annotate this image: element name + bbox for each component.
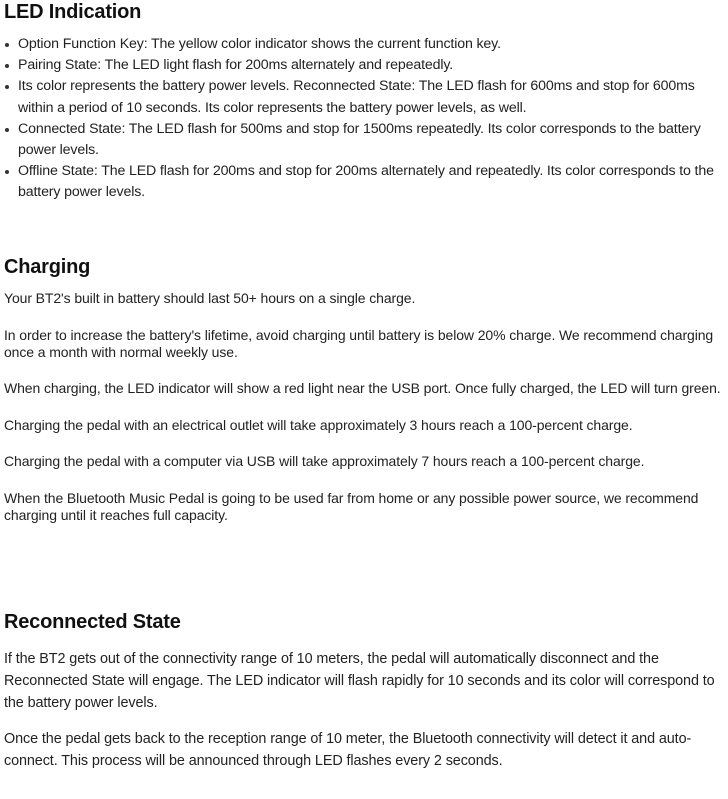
list-item: Pairing State: The LED light flash for 200ms alternately and repeatedly. <box>4 55 726 76</box>
led-state-list <box>4 34 726 204</box>
paragraph: Charging the pedal with a computer via USB will take approximately 7 hours reach a 100-percent charge. <box>4 453 645 469</box>
led-indication-section <box>4 0 726 204</box>
charging-body <box>4 290 726 524</box>
paragraph: Charging the pedal with an electrical outlet will take approximately 3 hours reach a 100-percent charge. <box>4 416 633 433</box>
list-item: Connected State: The LED flash for 500ms and stop for 1500ms repeatedly. Its color corresponds to the battery power levels. <box>4 119 726 161</box>
led-indication-heading: LED Indication <box>4 1 142 23</box>
paragraph: In order to increase the battery's lifetime, avoid charging until battery is below 20% charge. We recommend charging once a month with normal weekly use. <box>4 326 714 360</box>
charging-section <box>4 255 726 524</box>
list-item: Option Function Key: The yellow color indicator shows the current function key. <box>4 34 726 55</box>
paragraph: When charging, the LED indicator will show a red light near the USB port. Once fully charged, the LED will turn green. <box>4 380 721 396</box>
paragraph: Your BT2's built in battery should last 50+ hours on a single charge. <box>4 290 416 306</box>
list-item: Offline State: The LED flash for 200ms and stop for 200ms alternately and repeatedly. Its color corresponds to the battery power levels. <box>4 161 726 203</box>
reconnected-state-heading: Reconnected State <box>4 611 181 633</box>
list-item: Its color represents the battery power levels. Reconnected State: The LED flash for 600ms and stop for 600ms within a period of 10 seconds. Its color represents the battery power levels, as well. <box>4 76 726 118</box>
charging-heading: Charging <box>4 256 91 278</box>
paragraph: When the Bluetooth Music Pedal is going to be used far from home or any possible power source, we recommend charging until it reaches full capacity. <box>4 489 699 523</box>
reconnected-state-section <box>4 610 726 772</box>
reconnected-body <box>4 648 726 772</box>
paragraph: Once the pedal gets back to the reception range of 10 meter, the Bluetooth connectivity will detect it and auto-connect. This process will be announced through LED flashes every 2 seconds. <box>4 731 692 769</box>
paragraph: If the BT2 gets out of the connectivity range of 10 meters, the pedal will automatically disconnect and the Reconnected State will engage. The LED indicator will flash rapidly for 10 seconds and its color will correspond to the battery power levels. <box>4 651 715 711</box>
